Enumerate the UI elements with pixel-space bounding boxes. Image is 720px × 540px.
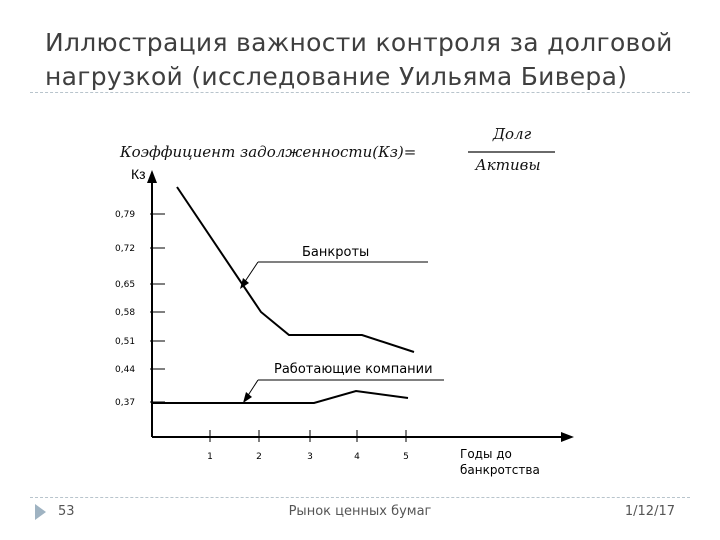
x-tick-label: 4 [354, 452, 360, 462]
footer-page-number: 53 [58, 504, 75, 519]
series-line-operating [152, 391, 408, 403]
annotation-leader-bankrupt [244, 262, 258, 283]
formula-denominator: Активы [475, 156, 541, 174]
y-tick-label: 0,65 [115, 280, 136, 290]
series-label-operating: Работающие компании [274, 362, 433, 377]
x-tick-label: 5 [403, 452, 409, 462]
slide-title: Иллюстрация важности контроля за долговой нагрузкой (исследование Уильяма Бивера) [45, 28, 673, 91]
x-tick-label: 1 [207, 452, 213, 462]
series-label-bankrupt: Банкроты [302, 245, 370, 260]
footer-date: 1/12/17 [624, 504, 675, 519]
annotation-arrow-operating [243, 392, 252, 403]
x-tick-label: 2 [256, 452, 262, 462]
y-axis-arrow [147, 170, 157, 183]
series-line-bankrupt [177, 187, 414, 352]
y-tick-label: 0,51 [115, 337, 136, 347]
footer-course-title: Рынок ценных бумаг [288, 504, 432, 519]
x-axis-label-line1: Годы до [460, 447, 512, 461]
x-axis-label-line2: банкротства [460, 463, 540, 477]
y-tick-label: 0,79 [115, 210, 136, 220]
footer-divider [30, 497, 690, 498]
formula-numerator: Долг [492, 125, 532, 143]
y-tick-label: 0,37 [115, 398, 136, 408]
y-axis-label: Кз [131, 166, 146, 182]
x-tick-label: 3 [307, 452, 313, 462]
x-axis-arrow [561, 432, 574, 442]
y-tick-label: 0,44 [115, 365, 136, 375]
y-tick-label: 0,58 [115, 308, 136, 318]
formula-label: Коэффициент задолженности(Кз)= [120, 143, 417, 161]
y-tick-label: 0,72 [115, 244, 136, 254]
